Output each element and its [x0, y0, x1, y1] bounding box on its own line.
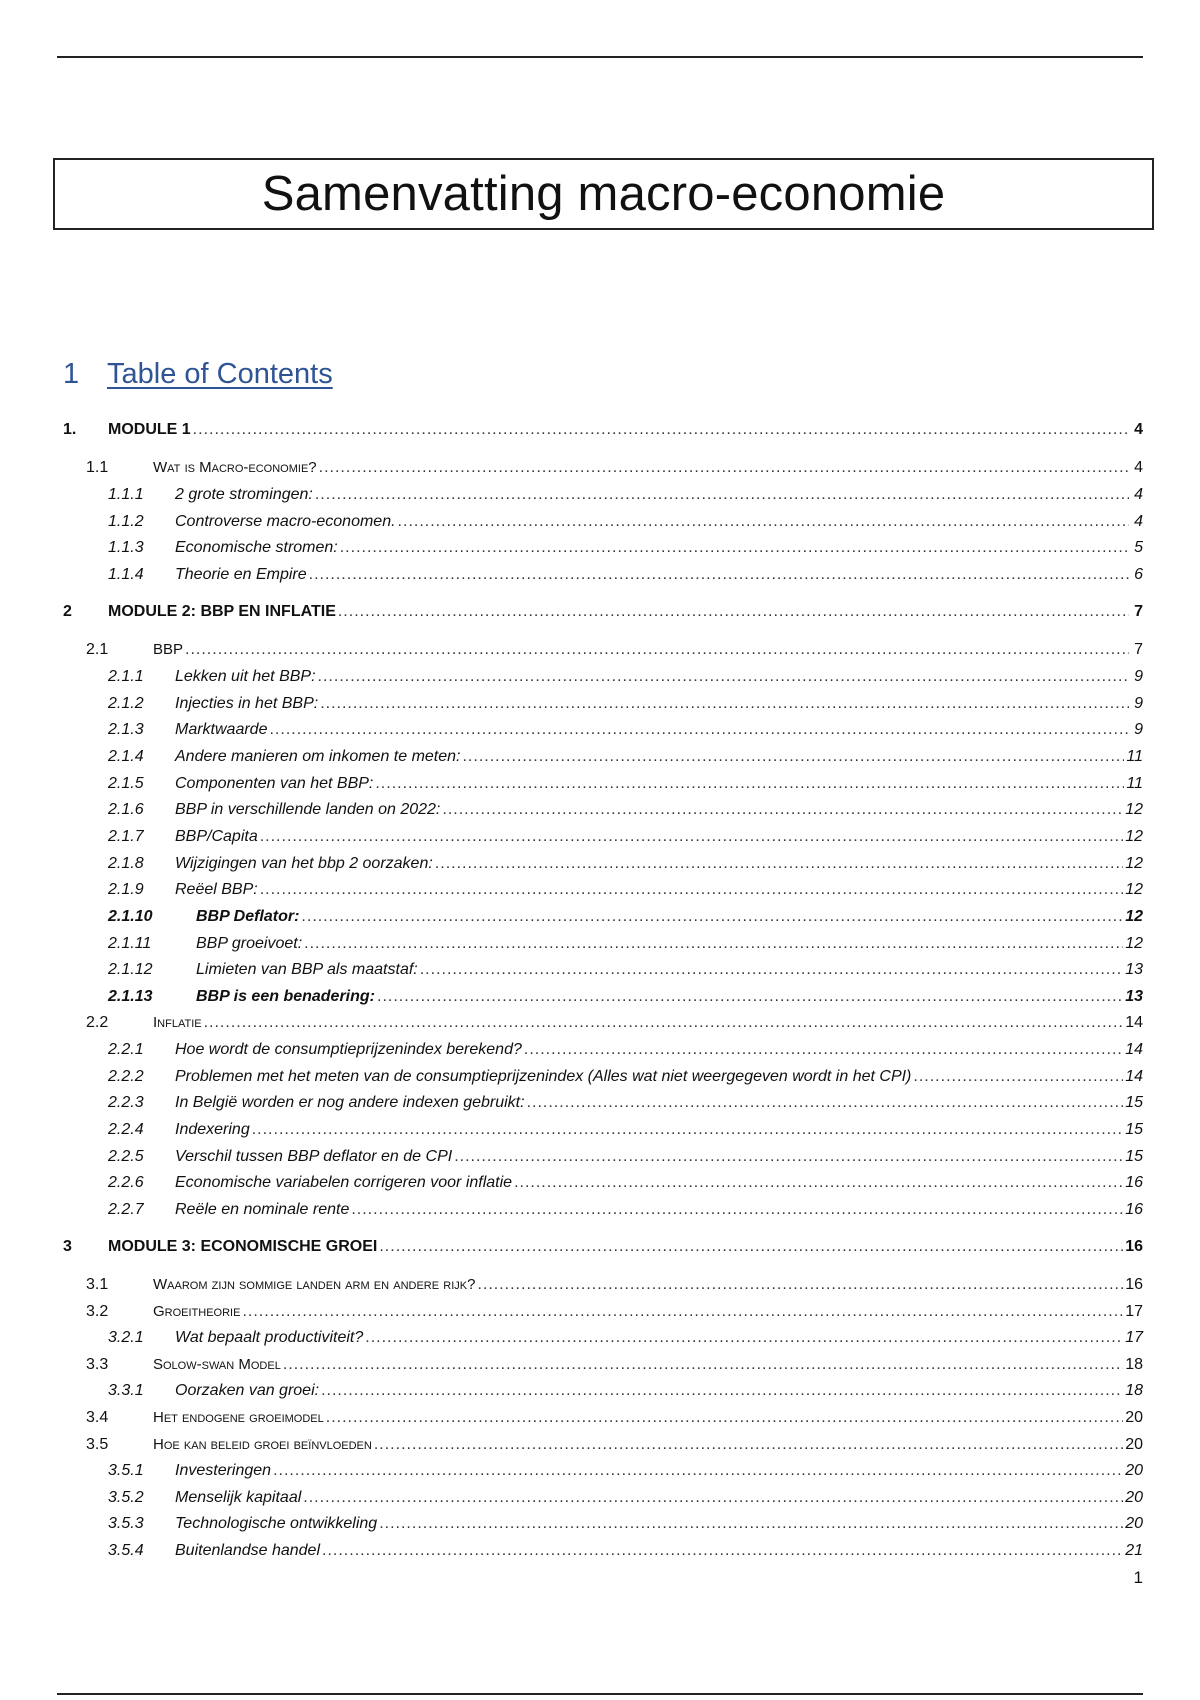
toc-entry-number: 2.2.4	[108, 1121, 144, 1138]
toc-entry[interactable]	[108, 1514, 1143, 1534]
toc-entry[interactable]	[86, 1408, 1143, 1428]
toc-entry-title: BBP Deflator:	[196, 908, 300, 925]
toc-entry-number: 1.1.1	[108, 486, 144, 503]
toc-entry[interactable]	[108, 907, 1143, 927]
toc-entry-page: 12	[1125, 935, 1143, 952]
toc-entry-number: 3.3.1	[108, 1382, 144, 1399]
toc-entry-page: 12	[1125, 908, 1143, 925]
toc-entry[interactable]	[86, 1435, 1143, 1455]
toc-entry-page: 18	[1125, 1382, 1143, 1399]
toc-entry[interactable]	[108, 827, 1143, 847]
toc-entry-number: 2.1	[86, 641, 109, 658]
toc-entry-page: 11	[1126, 748, 1143, 765]
toc-entry-title: Andere manieren om inkomen te meten:	[175, 748, 461, 765]
toc-entry-number: 2.2.3	[108, 1094, 144, 1111]
toc-entry[interactable]	[108, 1200, 1143, 1220]
toc-dot-leader	[315, 485, 1129, 505]
toc-dot-leader	[309, 565, 1129, 585]
toc-entry-title: Componenten van het BBP:	[175, 775, 374, 792]
toc-dot-leader	[527, 1093, 1124, 1113]
toc-entry-page: 12	[1125, 881, 1143, 898]
toc-entry[interactable]	[63, 1237, 1143, 1257]
toc-entry-title: Wat is Macro-economie?	[153, 459, 317, 476]
toc-entry-number: 1.1	[86, 459, 109, 476]
document-title: Samenvatting macro-economie	[261, 167, 946, 221]
toc-dot-leader	[283, 1355, 1123, 1375]
toc-dot-leader	[326, 1408, 1123, 1428]
toc-entry-title: Wat bepaalt productiviteit?	[175, 1329, 364, 1346]
toc-entry-title: Lekken uit het BBP:	[175, 668, 316, 685]
toc-entry-page: 14	[1125, 1014, 1143, 1031]
title-box	[53, 158, 1154, 230]
toc-dot-leader	[340, 538, 1129, 558]
toc-entry-number: 2.2.7	[108, 1201, 144, 1218]
toc-dot-leader	[260, 880, 1123, 900]
toc-entry-title: 2 grote stromingen:	[175, 486, 313, 503]
toc-entry-page: 17	[1125, 1303, 1143, 1320]
toc-entry-number: 2.2.6	[108, 1174, 144, 1191]
toc-entry-page: 7	[1134, 603, 1143, 620]
toc-entry-title: MODULE 3: ECONOMISCHE GROEI	[108, 1238, 378, 1255]
toc-dot-leader	[524, 1040, 1123, 1060]
toc-entry-number: 3.5.2	[108, 1489, 144, 1506]
toc-dot-leader	[379, 1237, 1123, 1257]
toc-entry-page: 13	[1125, 988, 1143, 1005]
toc-dot-leader	[377, 987, 1123, 1007]
toc-dot-leader	[435, 854, 1123, 874]
toc-entry-title: Het endogene groeimodel	[153, 1409, 324, 1426]
toc-entry-page: 7	[1134, 641, 1143, 658]
toc-entry-title: Marktwaarde	[175, 721, 268, 738]
toc-entry-title: BBP is een benadering:	[196, 988, 375, 1005]
toc-entry-number: 2.1.2	[108, 695, 144, 712]
toc-dot-leader	[365, 1328, 1123, 1348]
toc-entry-page: 9	[1134, 668, 1143, 685]
toc-dot-leader	[375, 774, 1124, 794]
toc-entry-title: Solow-swan Model	[153, 1356, 281, 1373]
toc-entry-page: 12	[1125, 828, 1143, 845]
toc-entry-number: 1.	[63, 421, 77, 438]
toc-entry-page: 9	[1134, 721, 1143, 738]
toc-entry-title: Injecties in het BBP:	[175, 695, 319, 712]
toc-entry-page: 15	[1125, 1094, 1143, 1111]
toc-entry-title: BBP	[153, 641, 184, 658]
toc-entry-title: Wijzigingen van het bbp 2 oorzaken:	[175, 855, 433, 872]
toc-entry-number: 2.1.10	[108, 908, 153, 925]
toc-entry[interactable]	[108, 1381, 1143, 1401]
toc-entry-title: Reële en nominale rente	[175, 1201, 350, 1218]
toc-dot-leader	[320, 694, 1129, 714]
toc-entry-page: 21	[1125, 1542, 1143, 1559]
toc-entry-number: 2.1.1	[108, 668, 144, 685]
toc-entry-title: Technologische ontwikkeling	[175, 1515, 378, 1532]
toc-dot-leader	[303, 1488, 1123, 1508]
toc-heading-link[interactable]: Table of Contents	[107, 358, 333, 390]
toc-entry-number: 2.1.6	[108, 801, 144, 818]
toc-entry-title: BBP groeivoet:	[196, 935, 303, 952]
toc-dot-leader	[204, 1013, 1124, 1033]
toc-entry[interactable]	[108, 1120, 1143, 1140]
toc-dot-leader	[185, 640, 1129, 660]
toc-entry[interactable]	[86, 458, 1143, 478]
toc-entry-title: Oorzaken van groei:	[175, 1382, 320, 1399]
toc-entry-number: 2.1.3	[108, 721, 144, 738]
toc-entry[interactable]	[108, 1067, 1143, 1087]
toc-entry-number: 2.1.9	[108, 881, 144, 898]
toc-dot-leader	[462, 747, 1124, 767]
toc-entry-page: 20	[1125, 1489, 1143, 1506]
toc-entry-title: Hoe kan beleid groei beïnvloeden	[153, 1436, 372, 1453]
toc-entry-page: 16	[1125, 1201, 1143, 1218]
toc-dot-leader	[442, 800, 1123, 820]
page-number: 1	[1133, 1568, 1143, 1587]
toc-entry-title: MODULE 2: BBP EN INFLATIE	[108, 603, 336, 620]
toc-entry-page: 12	[1125, 801, 1143, 818]
footer-rule	[57, 1693, 1143, 1695]
toc-entry[interactable]	[108, 1093, 1143, 1113]
toc-entry-page: 14	[1125, 1068, 1143, 1085]
toc-entry-page: 15	[1125, 1121, 1143, 1138]
toc-entry[interactable]	[108, 880, 1143, 900]
toc-dot-leader	[454, 1147, 1123, 1167]
toc-dot-leader	[398, 512, 1129, 532]
toc-entry-number: 1.1.2	[108, 513, 144, 530]
toc-entry-page: 14	[1125, 1041, 1143, 1058]
toc-entry-number: 2.2	[86, 1014, 109, 1031]
toc-entry[interactable]	[86, 1302, 1143, 1322]
toc-entry-number: 2.1.7	[108, 828, 144, 845]
toc-entry-number: 3.4	[86, 1409, 109, 1426]
toc-entry-title: Investeringen	[175, 1462, 272, 1479]
toc-entry-page: 9	[1134, 695, 1143, 712]
toc-entry-page: 4	[1134, 459, 1143, 476]
toc-dot-leader	[351, 1200, 1123, 1220]
toc-dot-leader	[242, 1302, 1123, 1322]
toc-dot-leader	[514, 1173, 1123, 1193]
toc-entry-title: Economische variabelen corrigeren voor inflatie	[175, 1174, 513, 1191]
toc-entry[interactable]	[86, 1355, 1143, 1375]
toc-entry[interactable]	[108, 1040, 1143, 1060]
toc-entry-title: Controverse macro-economen.	[175, 513, 396, 530]
toc-entry[interactable]	[108, 485, 1143, 505]
toc-entry-title: Problemen met het meten van de consumptieprijzenindex (Alles wat niet weergegeven wordt in het CPI)	[175, 1068, 912, 1085]
toc-entry[interactable]	[108, 720, 1143, 740]
toc-dot-leader	[338, 602, 1129, 622]
toc-heading-number: 1	[63, 358, 80, 390]
toc-entry-title: Waarom zijn sommige landen arm en andere rijk?	[153, 1276, 476, 1293]
toc-entry-title: In België worden er nog andere indexen gebruikt:	[175, 1094, 525, 1111]
toc-entry-number: 3.5.4	[108, 1542, 144, 1559]
toc-entry-number: 1.1.4	[108, 566, 144, 583]
toc-entry-number: 1.1.3	[108, 539, 144, 556]
header-rule	[57, 56, 1143, 58]
toc-entry[interactable]	[86, 640, 1143, 660]
toc-entry[interactable]	[108, 667, 1143, 687]
toc-entry[interactable]	[108, 854, 1143, 874]
toc-entry-number: 2.1.12	[108, 961, 153, 978]
toc-entry[interactable]	[108, 774, 1143, 794]
toc-entry-title: Inflatie	[153, 1014, 202, 1031]
toc-entry-page: 11	[1126, 775, 1143, 792]
toc-dot-leader	[260, 827, 1123, 847]
toc-entry-title: BBP in verschillende landen on 2022:	[175, 801, 441, 818]
toc-entry-number: 3.3	[86, 1356, 109, 1373]
toc-entry-page: 16	[1125, 1276, 1143, 1293]
toc-entry-page: 6	[1134, 566, 1143, 583]
toc-entry-title: Theorie en Empire	[175, 566, 307, 583]
toc-entry-number: 2.2.2	[108, 1068, 144, 1085]
toc-entry[interactable]	[86, 1013, 1143, 1033]
toc-entry-page: 16	[1125, 1238, 1143, 1255]
toc-dot-leader	[913, 1067, 1123, 1087]
toc-entry-number: 3.5.3	[108, 1515, 144, 1532]
toc-entry-number: 2.1.5	[108, 775, 144, 792]
toc-entry[interactable]	[108, 694, 1143, 714]
toc-dot-leader	[420, 960, 1123, 980]
toc-entry[interactable]	[108, 1147, 1143, 1167]
toc-entry-number: 2.1.4	[108, 748, 144, 765]
toc-entry[interactable]	[108, 538, 1143, 558]
toc-entry-title: Limieten van BBP als maatstaf:	[196, 961, 418, 978]
toc-dot-leader	[304, 934, 1123, 954]
toc-entry-number: 2	[63, 603, 72, 620]
toc-heading	[63, 358, 333, 391]
toc-entry[interactable]	[108, 960, 1143, 980]
toc-entry[interactable]	[86, 1275, 1143, 1295]
toc-entry-number: 3.5.1	[108, 1462, 144, 1479]
toc-entry-title: Verschil tussen BBP deflator en de CPI	[175, 1148, 453, 1165]
toc-entry[interactable]	[108, 1328, 1143, 1348]
toc-entry[interactable]	[63, 420, 1143, 440]
toc-entry-page: 4	[1134, 421, 1143, 438]
toc-entry-number: 2.1.11	[108, 935, 152, 952]
toc-entry-page: 4	[1134, 513, 1143, 530]
toc-entry[interactable]	[108, 1541, 1143, 1561]
toc-entry[interactable]	[108, 800, 1143, 820]
toc-entry-title: Economische stromen:	[175, 539, 338, 556]
toc-entry-page: 20	[1125, 1462, 1143, 1479]
toc-dot-leader	[301, 907, 1123, 927]
toc-entry-title: Hoe wordt de consumptieprijzenindex berekend?	[175, 1041, 522, 1058]
toc-dot-leader	[321, 1381, 1123, 1401]
toc-entry-page: 20	[1125, 1409, 1143, 1426]
toc-entry-page: 4	[1134, 486, 1143, 503]
toc-dot-leader	[318, 667, 1129, 687]
toc-entry-title: BBP/Capita	[175, 828, 258, 845]
toc-entry-number: 2.1.13	[108, 988, 153, 1005]
toc-entry-number: 3	[63, 1238, 72, 1255]
toc-entry-title: Menselijk kapitaal	[175, 1489, 302, 1506]
toc-dot-leader	[374, 1435, 1123, 1455]
toc-entry[interactable]	[108, 565, 1143, 585]
toc-entry-page: 13	[1125, 961, 1143, 978]
toc-entry[interactable]	[108, 1461, 1143, 1481]
toc-entry-number: 3.5	[86, 1436, 109, 1453]
toc-entry-page: 17	[1125, 1329, 1143, 1346]
toc-entry-number: 3.2.1	[108, 1329, 144, 1346]
toc-entry-page: 20	[1125, 1515, 1143, 1532]
toc-entry-page: 5	[1134, 539, 1143, 556]
toc-dot-leader	[269, 720, 1129, 740]
toc-entry[interactable]	[108, 747, 1143, 767]
toc-dot-leader	[193, 420, 1129, 440]
toc-dot-leader	[273, 1461, 1123, 1481]
toc-entry-title: Indexering	[175, 1121, 250, 1138]
toc-entry-title: MODULE 1	[108, 421, 191, 438]
toc-entry-title: Reëel BBP:	[175, 881, 258, 898]
toc-entry-page: 12	[1125, 855, 1143, 872]
toc-entry[interactable]	[108, 1173, 1143, 1193]
toc-entry[interactable]	[108, 987, 1143, 1007]
toc-dot-leader	[322, 1541, 1123, 1561]
toc-entry[interactable]	[108, 1488, 1143, 1508]
toc-entry-page: 15	[1125, 1148, 1143, 1165]
toc-entry[interactable]	[108, 934, 1143, 954]
toc-entry-number: 2.2.1	[108, 1041, 144, 1058]
toc-entry-title: Buitenlandse handel	[175, 1542, 321, 1559]
toc-entry-page: 20	[1125, 1436, 1143, 1453]
toc-dot-leader	[252, 1120, 1123, 1140]
toc-entry[interactable]	[108, 512, 1143, 532]
toc-entry-number: 3.1	[86, 1276, 109, 1293]
toc-entry[interactable]	[63, 602, 1143, 622]
toc-dot-leader	[477, 1275, 1123, 1295]
toc-entry-page: 18	[1125, 1356, 1143, 1373]
toc-dot-leader	[319, 458, 1129, 478]
toc-entry-number: 2.2.5	[108, 1148, 144, 1165]
toc-entry-title: Groeitheorie	[153, 1303, 241, 1320]
toc-entry-page: 16	[1125, 1174, 1143, 1191]
toc-dot-leader	[379, 1514, 1123, 1534]
toc-entry-number: 3.2	[86, 1303, 109, 1320]
toc-entry-number: 2.1.8	[108, 855, 144, 872]
